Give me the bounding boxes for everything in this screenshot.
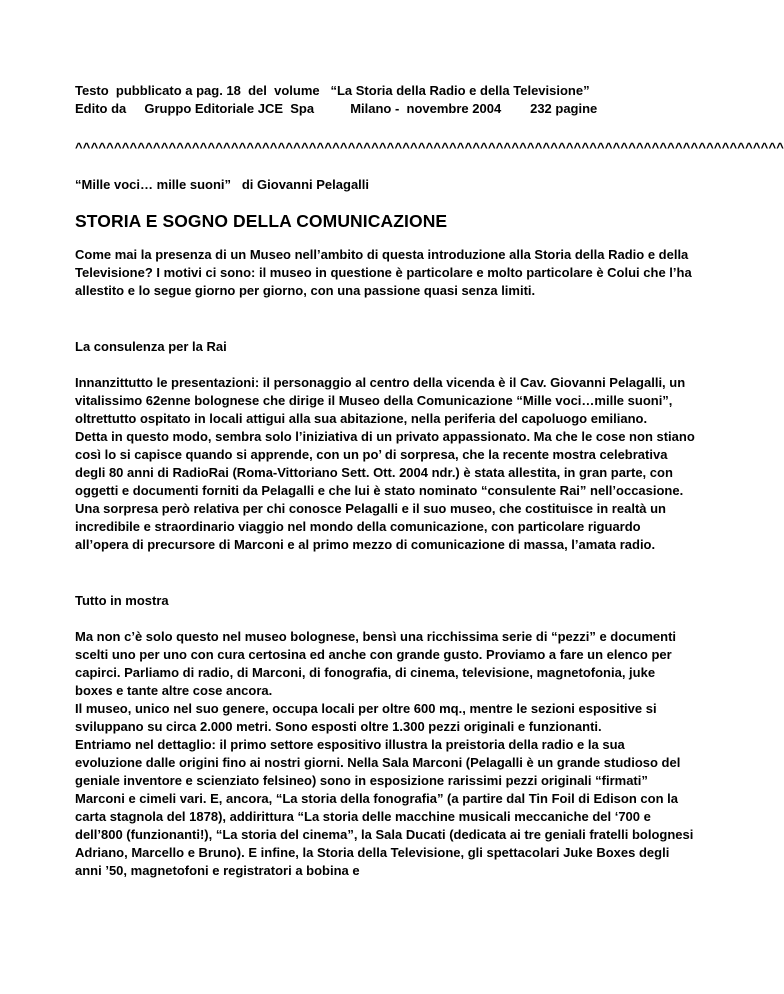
section2-paragraph-3: Entriamo nel dettaglio: il primo settore espositivo illustra la preistoria della radio e la sua evoluzione dalle origini fino ai nostri giorni. Nella Sala Marconi (Pelagalli è un grande studioso del geniale inventore e scienziato felsineo) sono in esposizione rarissimi pezzi originali “firmati” Marconi e cimeli vari. E, ancora, “La storia della fonografia” (a partire dal Tin Foil di Edison con la carta stagnola del 1878), addirittura “La storia delle macchine musicali meccaniche del ‘700 e dell’800 (funzionanti!), “La storia del cinema”, la Sala Ducati (dedicata ai tre geniali fratelli bolognesi Adriano, Marcello e Bruno). E infine, la Storia della Televisione, gli spettacolari Juke Boxes degli anni ’50, magnetofoni e registratori a bobina e (75, 737, 694, 878)
section1-paragraph-2: Detta in questo modo, sembra solo l’iniziativa di un privato appassionato. Ma che le cose non stiano così lo si capisce quando si apprende, con un po’ di sorpresa, che la recente mostra celebrativa degli 80 anni di RadioRai (Roma-Vittoriano Sett. Ott. 2004 ndr.) è stata allestita, in gran parte, con oggetti e documenti forniti da Pelagalli e che lui è stato nominato “consulente Rai” nell’occasione. Una sorpresa però relativa per chi conosce Pelagalli e il suo museo, che costituisce in realtà un incredibile e straordinario viaggio nel mondo della comunicazione, con particolare riguardo all’opera di precursore di Marconi e al primo mezzo di comunicazione di massa, l’amata radio. (75, 429, 695, 552)
section2-paragraph-1: Ma non c’è solo questo nel museo bolognese, bensì una ricchissima serie di “pezzi” e documenti scelti uno per uno con cura certosina ed anche con grande gusto. Proviamo a fare un elenco per capirci. Parliamo di radio, di Marconi, di fonografia, di cinema, televisione, magnetofonia, juke boxes e tante altre cose ancora. (75, 629, 677, 698)
section1-paragraph-1: Innanzittutto le presentazioni: il personaggio al centro della vicenda è il Cav. Giovanni Pelagalli, un vitalissimo 62enne bolognese che dirige il Museo della Comunicazione “Mille voci…mille suoni”, oltrettutto ospitato in locali attigui alla sua abitazione, nella periferia del capoluogo emiliano. (75, 375, 686, 426)
article-source: “Mille voci… mille suoni” di Giovanni Pelagalli (75, 177, 370, 192)
section-heading-mostra: Tutto in mostra (75, 593, 169, 608)
document-page (75, 0, 784, 880)
caret-separator: ^^^^^^^^^^^^^^^^^^^^^^^^^^^^^^^^^^^^^^^^^^^^^^^^^^^^^^^^^^^^^^^^^^^^^^^^^^^^^^^^^^^^^^^^^^^ (75, 140, 784, 155)
section-heading-consulenza: La consulenza per la Rai (75, 339, 227, 354)
page-title: STORIA E SOGNO DELLA COMUNICAZIONE (75, 211, 448, 231)
intro-paragraph: Come mai la presenza di un Museo nell’ambito di questa introduzione alla Storia della Radio e della Televisione? I motivi ci sono: il museo in questione è particolare e molto particolare è Colui che l’ha allestito e lo segue giorno per giorno, con una passione quasi senza limiti. (75, 247, 692, 298)
section2-paragraph-2: Il museo, unico nel suo genere, occupa locali per oltre 600 mq., mentre le sezioni espositive si sviluppano su circa 2.000 metri. Sono esposti oltre 1.300 pezzi originali e funzionanti. (75, 701, 657, 734)
publication-info-line-2: Edito da Gruppo Editoriale JCE Spa Milano - novembre 2004 232 pagine (75, 101, 598, 116)
publication-info-line-1: Testo pubblicato a pag. 18 del volume “La Storia della Radio e della Televisione” (75, 83, 590, 98)
